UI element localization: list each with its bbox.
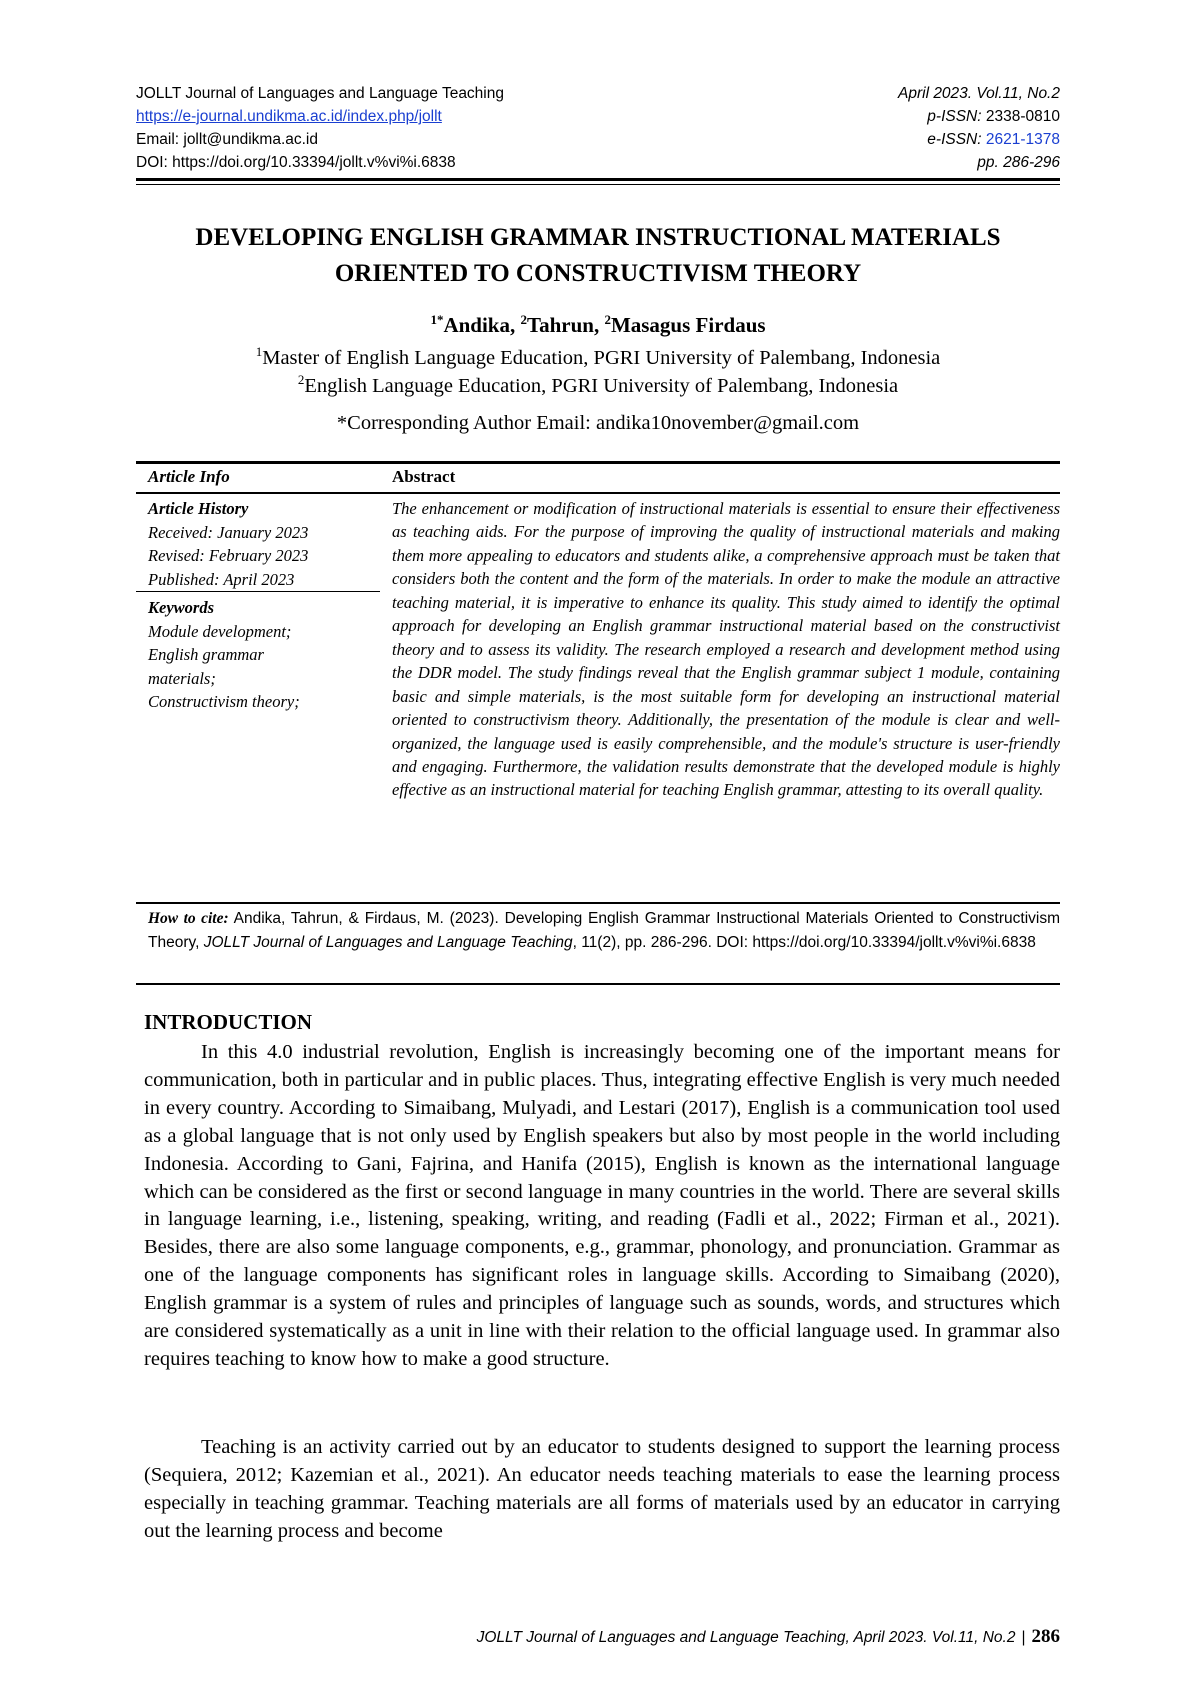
title-line-2: ORIENTED TO CONSTRUCTIVISM THEORY <box>334 260 862 287</box>
keyword-1: Module development; <box>148 621 292 641</box>
citation-top-rule <box>136 902 1060 904</box>
p-issn-label: p-ISSN: <box>927 108 982 125</box>
page-range: pp. 286-296 <box>977 154 1060 171</box>
revised-date: Revised: February 2023 <box>148 546 309 565</box>
abstract-text: The enhancement or modification of instructional materials is essential to ensure their effectiveness as teaching aids. For the purpose of improving the quality of instructional materials and making them more appealing to educators and students alike, a comprehensive approach must be taken that considers both the content and the form of the materials. In order to make the module an attractive teaching material, it is imperative to enhance its quality. This study aimed to identify the optimal approach for developing an English grammar instructional material based on the constructivist theory and to assess its validity. The research employed a research and development method using the DDR model. The study findings reveal that the English grammar subject 1 module, containing basic and simple materials, is the most suitable form for developing an instructional material oriented to constructivism theory. Additionally, the presentation of the module is clear and well-organized, the language used is easily comprehensible, and the module's structure is user-friendly and engaging. Furthermore, the validation results demonstrate that the developed module is highly effective as an instructional material for teaching English grammar, attesting to its overall quality. <box>392 499 1060 800</box>
author-list <box>136 312 1060 338</box>
info-divider <box>136 591 380 592</box>
keywords-heading: Keywords <box>148 598 214 617</box>
footer-separator: | <box>1021 1629 1026 1646</box>
box-header-rule <box>136 492 1060 494</box>
journal-name: JOLLT Journal of Languages and Language Teaching <box>136 85 504 102</box>
journal-email: Email: jollt@undikma.ac.id <box>136 131 318 148</box>
author-3: Masagus Firdaus <box>610 313 766 337</box>
footer-journal: JOLLT Journal of Languages and Language Teaching, April 2023. Vol.11, No.2 <box>476 1629 1016 1646</box>
author-2-marker: 2 <box>520 312 527 327</box>
affiliation-1-text: Master of English Language Education, PGRI University of Palembang, Indonesia <box>262 346 941 369</box>
corresponding-author: *Corresponding Author Email: andika10november@gmail.com <box>336 412 860 434</box>
title-line-1: DEVELOPING ENGLISH GRAMMAR INSTRUCTIONAL MATERIALS <box>195 224 1001 251</box>
article-history-heading: Article History <box>148 499 249 518</box>
page-footer <box>136 1626 1060 1648</box>
how-to-cite-label: How to cite: <box>148 910 229 927</box>
affiliation-1-marker: 1 <box>255 344 263 359</box>
affiliation-2 <box>136 372 1060 398</box>
paper-title <box>136 220 1060 292</box>
box-top-rule <box>136 461 1060 464</box>
how-to-cite <box>148 907 1060 954</box>
keyword-3: Constructivism theory; <box>148 692 300 711</box>
article-history <box>148 497 378 591</box>
e-issn-label: e-ISSN: <box>927 131 982 148</box>
author-2: Tahrun, <box>527 313 600 337</box>
affiliation-2-marker: 2 <box>297 372 305 387</box>
header-rule <box>136 178 1060 185</box>
running-header <box>136 82 1060 174</box>
p-issn-value: 2338-0810 <box>985 108 1060 125</box>
issue-info: April 2023. Vol.11, No.2 <box>898 85 1060 102</box>
affiliation-1 <box>136 344 1060 370</box>
abstract-heading: Abstract <box>392 467 456 486</box>
citation-part-1: Andika, Tahrun, & Firdaus, M. (2023). Developing English Grammar Instructional Materials Oriented to Constructivism Theory, <box>148 910 1060 951</box>
header-doi: DOI: https://doi.org/10.33394/jollt.v%vi%i.6838 <box>136 154 456 171</box>
published-date: Published: April 2023 <box>148 569 295 589</box>
keywords <box>148 596 378 714</box>
citation-part-2: , 11(2), pp. 286-296. DOI: https://doi.org/10.33394/jollt.v%vi%i.6838 <box>572 933 1036 951</box>
author-1: Andika, <box>443 313 516 337</box>
page-number: 286 <box>1031 1626 1060 1647</box>
author-3-marker: 2 <box>604 312 611 327</box>
introduction-heading: INTRODUCTION <box>144 1010 313 1034</box>
author-1-marker: 1* <box>430 312 444 327</box>
received-date: Received: January 2023 <box>148 522 309 542</box>
journal-url-link[interactable]: https://e-journal.undikma.ac.id/index.php/jollt <box>136 108 442 125</box>
keyword-2b: materials; <box>148 668 216 688</box>
article-info-heading: Article Info <box>148 467 230 486</box>
e-issn-value: 2621-1378 <box>985 131 1060 148</box>
keyword-2a: English grammar <box>148 645 264 664</box>
intro-paragraph-2: Teaching is an activity carried out by an educator to students designed to support the learning process (Sequiera, 2012; Kazemian et al., 2021). An educator needs teaching materials to ease the learning process especially in teaching grammar. Teaching materials are all forms of materials used by an educator in carrying out the learning process and become <box>144 1436 1060 1542</box>
citation-bottom-rule <box>136 983 1060 985</box>
intro-paragraph-1: In this 4.0 industrial revolution, English is increasingly becoming one of the important means for communication, both in particular and in public places. Thus, integrating effective English is very much needed in every country. According to Simaibang, Mulyadi, and Lestari (2017), English is a communication tool used as a global language that is not only used by English speakers but also by most people in the world including Indonesia. According to Gani, Fajrina, and Hanifa (2015), English is known as the international language which can be considered as the first or second language in many countries in the world. There are several skills in language learning, i.e., listening, speaking, writing, and reading (Fadli et al., 2022; Firman et al., 2021). Besides, there are also some language components, e.g., grammar, phonology, and pronunciation. Grammar as one of the language components has significant roles in language skills. According to Simaibang (2020), English grammar is a system of rules and principles of language such as sounds, words, and structures which are considered systematically as a unit in line with their relation to the official language used. In grammar also requires teaching to know how to make a good structure. <box>144 1041 1060 1370</box>
citation-journal: JOLLT Journal of Languages and Language Teaching <box>203 933 573 951</box>
affiliation-2-text: English Language Education, PGRI University of Palembang, Indonesia <box>304 374 899 397</box>
p-issn <box>927 105 1060 128</box>
e-issn <box>927 128 1060 151</box>
